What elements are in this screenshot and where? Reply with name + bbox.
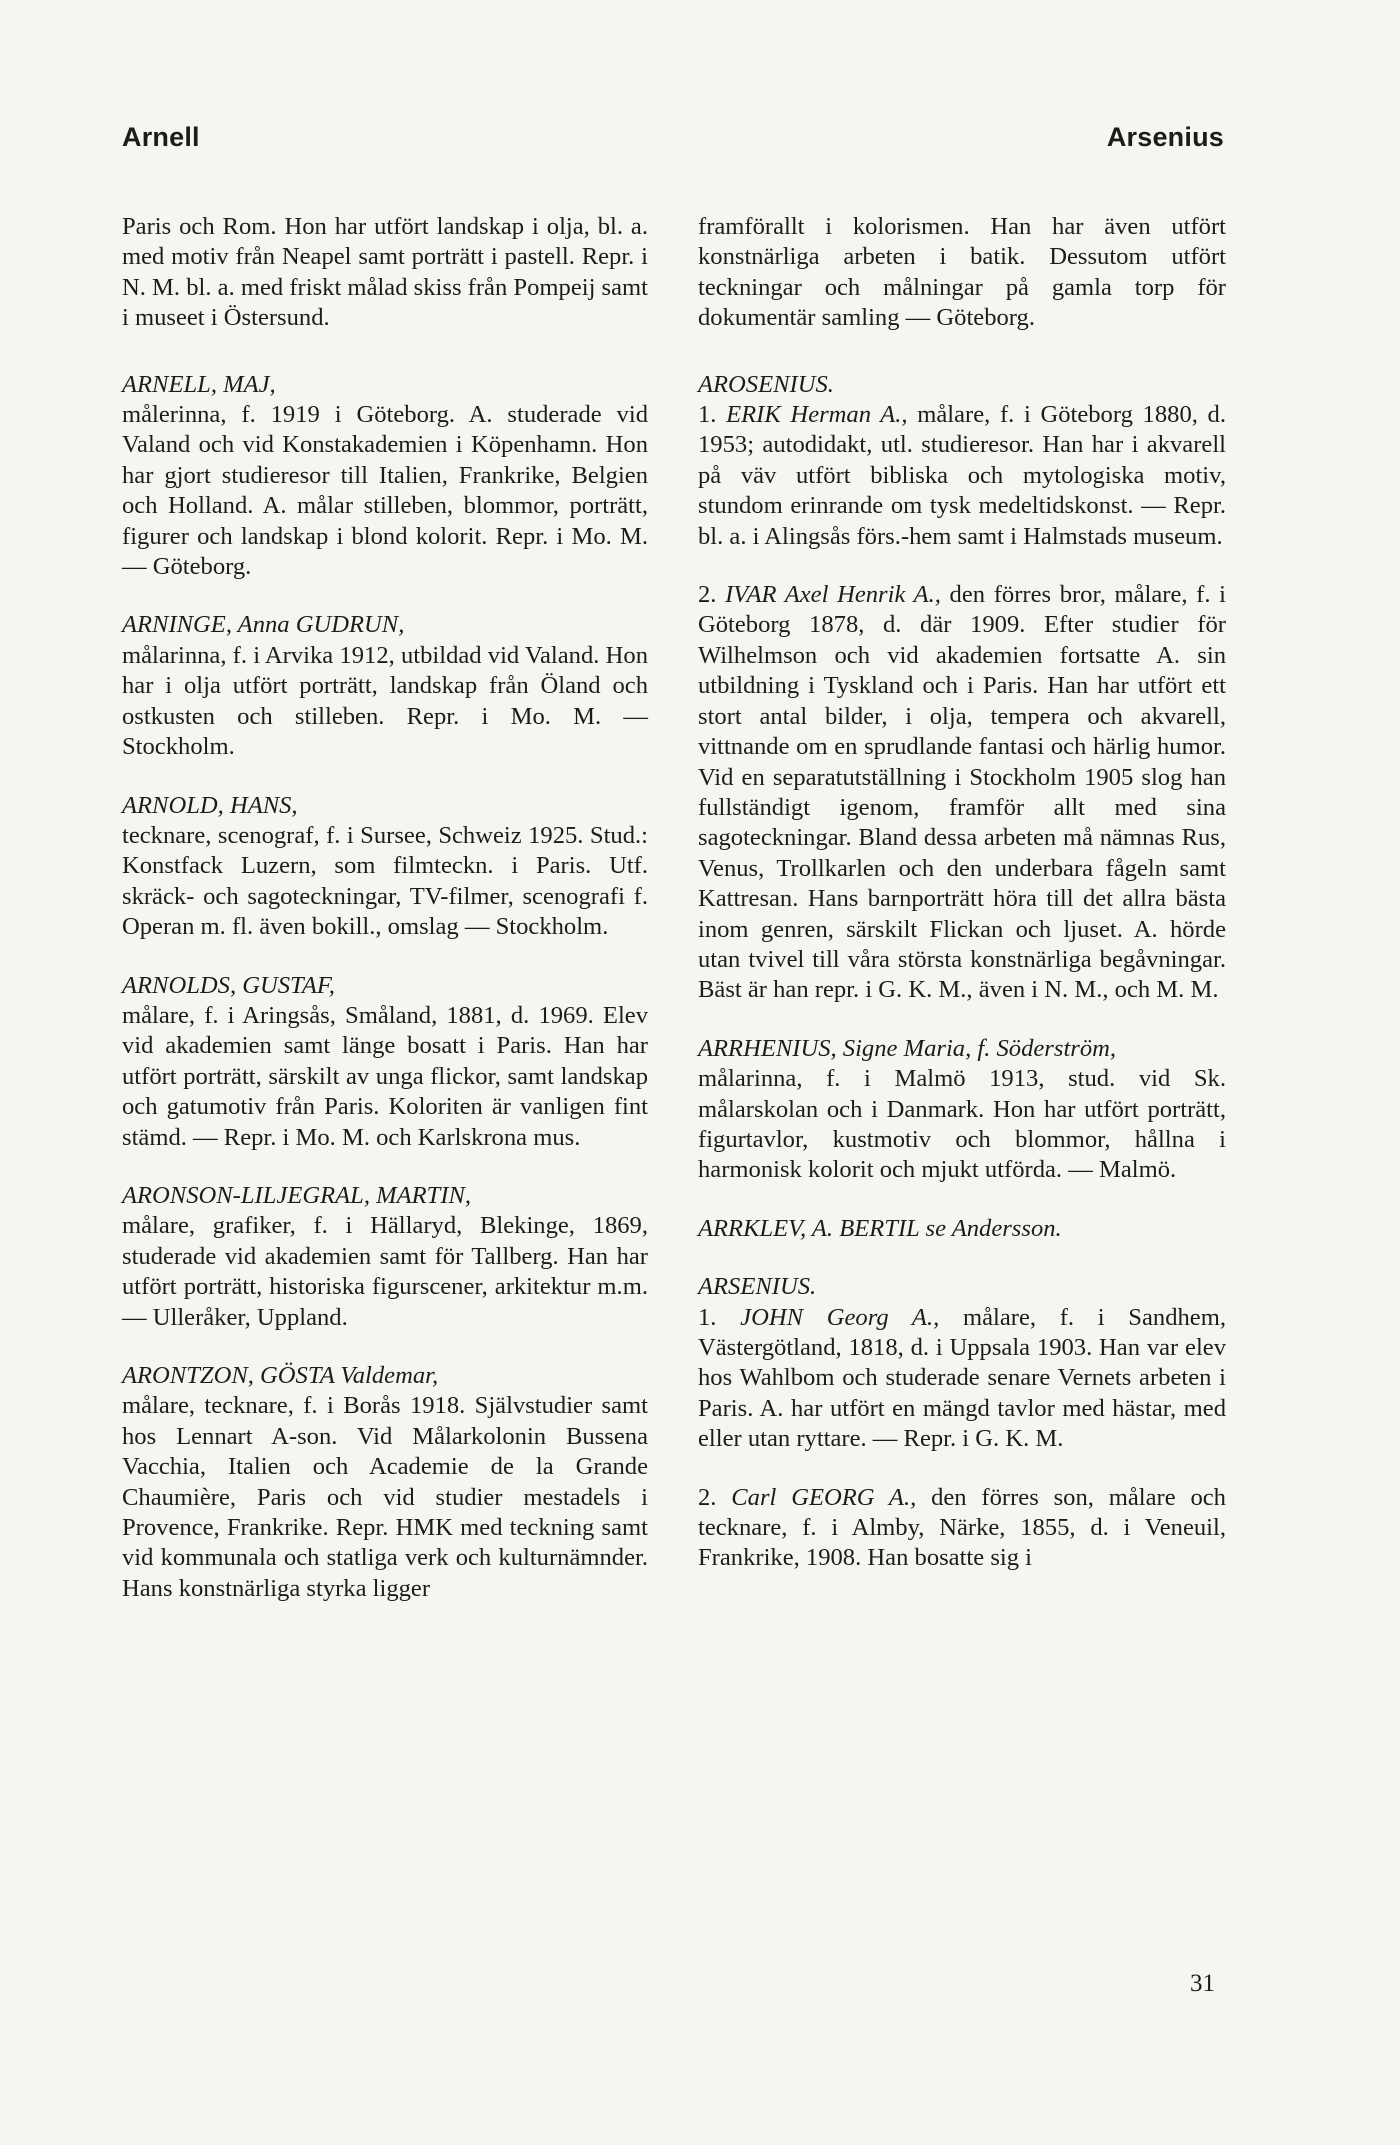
sub-entry <box>698 400 1226 552</box>
entry-arrklev <box>698 1214 1226 1244</box>
entry-heading: AROSENIUS. <box>698 370 834 398</box>
entry-arnell <box>122 370 648 583</box>
continuation-text: Paris och Rom. Hon har utfört landskap i olja, bl. a. med motiv från Neapel samt porträtt i pastell. Repr. i N. M. bl. a. med friskt målad skiss från Pompeij samt i museet i Östersund. <box>122 213 648 332</box>
sub-entry-number: 2. <box>698 1483 717 1511</box>
sub-entry-text: målare, f. i Sandhem, Västergötland, 1818, d. i Uppsala 1903. Han var elev hos Wahlbom och studerade senare Vernets arbeten i Paris. A. har utfört en mängd tavlor med hästar, med eller utan ryttare. — Repr. i G. K. M. <box>698 1303 1226 1453</box>
entry-text: tecknare, scenograf, f. i Sursee, Schweiz 1925. Stud.: Konstfack Luzern, som filmteckn. i Paris. Utf. skräck- och sagoteckningar, TV-filmer, scenografi f. Operan m. fl. även bokill., omslag — Stockholm. <box>122 821 648 941</box>
entry-heading: ARSENIUS. <box>698 1273 817 1301</box>
sub-entry-name: JOHN Georg A., <box>740 1303 940 1331</box>
sub-entry-text: den förres son, målare och tecknare, f. i Almby, Närke, 1855, d. i Veneuil, Frankrike, 1908. Han bosatte sig i <box>698 1483 1226 1572</box>
entry-text: målare, grafiker, f. i Hällaryd, Blekinge, 1869, studerade vid akademien samt för Tallberg. Han har utfört porträtt, historiska figurscener, arkitektur m.m. — Ulleråker, Uppland. <box>122 1212 648 1331</box>
sub-entry-name: IVAR Axel Henrik A., <box>725 581 941 609</box>
entry-heading: ARNOLDS, GUSTAF, <box>122 971 335 999</box>
sub-entry <box>698 1303 1226 1455</box>
sub-entry-number: 1. <box>698 1303 717 1331</box>
right-column <box>698 212 1226 1602</box>
sub-entry-name: ERIK Herman A., <box>726 401 908 429</box>
entry-arninge <box>122 610 648 762</box>
sub-entry <box>698 580 1226 1006</box>
entry-heading: ARRHENIUS, Signe Maria, f. Söderström, <box>698 1034 1117 1062</box>
left-column <box>122 212 648 1632</box>
sub-entry-number: 1. <box>698 401 717 429</box>
entry-arosenius <box>698 370 1226 1006</box>
sub-entry-text: målare, f. i Göteborg 1880, d. 1953; autodidakt, utl. studieresor. Han har i akvarell på väv utfört bibliska och mytologiska motiv, stundom erinrande om tysk medeltidskonst. — Repr. bl. a. i Alingsås förs.-hem samt i Halmstads museum. <box>698 401 1227 550</box>
entry-arnold <box>122 791 648 943</box>
sub-entry-number: 2. <box>698 581 717 609</box>
entry-heading: ARNELL, MAJ, <box>122 370 276 398</box>
sub-entry <box>698 1483 1226 1574</box>
entry-heading: ARNOLD, HANS, <box>122 791 298 819</box>
continuation-text: framförallt i kolorismen. Han har även utfört konstnärliga arbeten i batik. Dessutom utfört teckningar och målningar på gamla torp för dokumentär samling — Göteborg. <box>698 213 1226 332</box>
entry-arontzon <box>122 1361 648 1604</box>
entry-text: målare, f. i Aringsås, Småland, 1881, d. 1969. Elev vid akademien samt länge bosatt i Paris. Han har utfört porträtt, särskilt av unga flickor, samt landskap och gatumotiv från Paris. Koloriten är vanligen fint stämd. — Repr. i Mo. M. och Karlskrona mus. <box>122 1001 648 1151</box>
entry-arrhenius <box>698 1034 1226 1186</box>
entry-text: målerinna, f. 1919 i Göteborg. A. studerade vid Valand och vid Konstakademien i Köpenhamn. Hon har gjort studieresor till Italien, Frankrike, Belgien och Holland. A. målar stilleben, blommor, porträtt, figurer och landskap i blond kolorit. Repr. i Mo. M. — Göteborg. <box>122 401 648 581</box>
entry-arsenius <box>698 1272 1226 1574</box>
entry-text: målare, tecknare, f. i Borås 1918. Självstudier samt hos Lennart A-son. Vid Målarkolonin Bussena Vacchia, Italien och Academie de la Grande Chaumière, Paris och vid studier mestadels i Provence, Frankrike. Repr. HMK med teckning samt vid kommunala och statliga verk och kulturnämnder. Hans konstnärliga styrka ligger <box>122 1392 648 1602</box>
running-head-right: Arsenius <box>1106 122 1224 152</box>
page-number: 31 <box>1190 1970 1215 1997</box>
running-head-left: Arnell <box>122 122 200 152</box>
sub-entry-text: den förres bror, målare, f. i Göteborg 1878, d. där 1909. Efter studier för Wilhelmson och vid akademien fortsatte A. sin utbildning i Tyskland och i Paris. Han har utfört ett stort antal bilder, i olja, tempera och akvarell, vittnande om en sprudlande fantasi och härlig humor. Vid en separatutställning i Stockholm 1905 slog han fullständigt igenom, framför allt med sina sagoteckningar. Bland dessa arbeten må nämnas Rus, Venus, Trollkarlen och den underbara fågeln samt Kattresan. Hans barnporträtt höra till det allra bästa inom genren, särskilt Flickan och ljuset. A. hörde utan tvivel till våra största konstnärliga begåvningar. Bäst är han repr. i G. K. M., även i N. M., och M. M. <box>698 581 1226 1004</box>
entry-heading: ARNINGE, Anna GUDRUN, <box>122 611 405 639</box>
entry-text: målarinna, f. i Arvika 1912, utbildad vid Valand. Hon har i olja utfört porträtt, landskap från Öland och ostkusten och stilleben. Repr. i Mo. M. — Stockholm. <box>122 641 648 761</box>
entry-heading: ARRKLEV, A. BERTIL se Andersson. <box>698 1214 1062 1242</box>
sub-entry-name: Carl GEORG A., <box>731 1483 917 1511</box>
entry-arnolds <box>122 971 648 1153</box>
entry-aronson-liljegral <box>122 1181 648 1333</box>
entry-heading: ARONSON-LILJEGRAL, MARTIN, <box>122 1181 472 1209</box>
entry-heading: ARONTZON, GÖSTA Valdemar, <box>122 1362 439 1389</box>
entry-text: målarinna, f. i Malmö 1913, stud. vid Sk. målarskolan och i Danmark. Hon har utfört porträtt, figurtavlor, kustmotiv och blommor, hållna i harmonisk kolorit och mjukt utförda. — Malmö. <box>698 1065 1226 1184</box>
